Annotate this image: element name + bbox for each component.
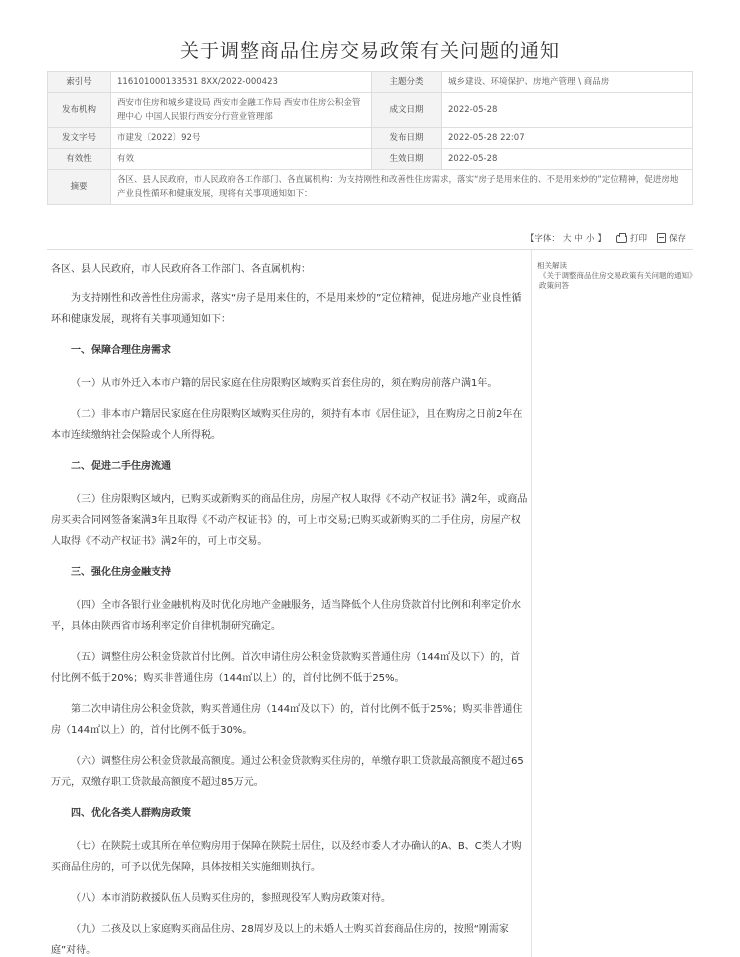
paragraph: 第二次申请住房公积金贷款，购买普通住房（144㎡及以下）的，首付比例不低于25%；购买非普通住房（144㎡以上）的，首付比例不低于30%。 [51,704,523,736]
created-date-label: 成文日期 [372,93,442,128]
font-medium-button[interactable]: 中 [574,234,583,244]
validity-label: 有效性 [48,149,111,170]
save-button[interactable] [657,232,686,244]
issuer-label: 发布机构 [48,93,111,128]
article-body [51,259,529,957]
table-row [48,93,693,128]
paragraph: （一）从市外迁入本市户籍的居民家庭在住房限购区域购买首套住房的，须在购房前落户满1年。 [71,378,498,389]
paragraph: （八）本市消防救援队伍人员购买住房的，参照现役军人购房政策对待。 [71,893,391,904]
doc-no-value: 市建发〔2022〕92号 [111,128,372,149]
effective-date-value: 2022-05-28 [442,149,693,170]
index-no-label: 索引号 [48,72,111,93]
font-large-button[interactable]: 大 [562,234,572,244]
table-row [48,149,693,170]
font-size-bracket: 】 [597,234,606,244]
article-toolbar [526,232,686,244]
paragraph: （二）非本市户籍居民家庭在住房限购区域购买住房的，须持有本市《居住证》，且在购房之日前2年在本市连续缴纳社会保险或个人所得税。 [51,409,523,441]
font-size-control [526,232,606,244]
divider [47,249,693,250]
category-value: 城乡建设、环境保护、房地产管理 \ 商品房 [442,72,693,93]
created-date-value: 2022-05-28 [442,93,693,128]
font-small-button[interactable]: 小 [585,234,595,244]
table-row [48,72,693,93]
font-size-label: 【字体： [525,234,560,244]
paragraph: （九）二孩及以上家庭购买商品住房、28周岁及以上的未婚人士购买首套商品住房的，按照“刚需家庭”对待。 [51,924,509,956]
category-label: 主题分类 [372,72,442,93]
section-heading: 三、强化住房金融支持 [71,567,171,578]
save-label: 保存 [668,234,686,244]
effective-date-label: 生效日期 [372,149,442,170]
table-row [48,128,693,149]
print-label: 打印 [629,234,647,244]
abstract-value: 各区、县人民政府，市人民政府各工作部门、各直属机构：为支持刚性和改善性住房需求，落实“房子是用来住的、不是用来炒的”定位精神，促进房地产业良性循环和健康发展，现将有关事项通知如下： [111,170,693,205]
paragraph: （六）调整住房公积金贷款最高额度。通过公积金贷款购买住房的，单缴存职工贷款最高额度不超过65万元，双缴存职工贷款最高额度不超过85万元。 [51,756,524,788]
paragraph: （七）在陕院士或其所在单位购房用于保障在陕院士居住，以及经市委人才办确认的A、B、C类人才购买商品住房的，可予以优先保障，具体按相关实施细则执行。 [51,841,522,873]
abstract-label: 摘要 [48,170,111,205]
column-divider [531,250,532,957]
validity-value: 有效 [111,149,372,170]
issuer-value: 西安市住房和城乡建设局 西安市金融工作局 西安市住房公积金管理中心 中国人民银行西安分行营业管理部 [111,93,372,128]
published-date-value: 2022-05-28 22:07 [442,128,693,149]
table-row [48,170,693,205]
document-info-table [47,71,693,205]
section-heading: 一、保障合理住房需求 [71,345,171,356]
salutation: 各区、县人民政府，市人民政府各工作部门、各直属机构： [51,264,311,275]
index-no-value: 116101000133531 8XX/2022-000423 [111,72,372,93]
related-interpretation-link[interactable]: 《关于调整商品住房交易政策有关问题的通知》政策问答 [539,271,697,290]
page-title: 关于调整商品住房交易政策有关问题的通知 [179,40,560,62]
print-button[interactable] [616,232,647,244]
paragraph: （四）全市各银行业金融机构及时优化房地产金融服务，适当降低个人住房贷款首付比例和利率定价水平，具体由陕西省市场利率定价自律机制研究确定。 [51,600,521,632]
printer-icon [616,235,627,243]
paragraph: （三）住房限购区域内，已购买或新购买的商品住房，房屋产权人取得《不动产权证书》满2年，或商品房买卖合同网签备案满3年且取得《不动产权证书》的，可上市交易;已购买或新购买的二手住房，房屋产权人取得《不动产权证书》满2年的，可上市交易。 [51,494,528,547]
paragraph: （五）调整住房公积金贷款首付比例。首次申请住房公积金贷款购买普通住房（144㎡及以下）的，首付比例不低于20%；购买非普通住房（144㎡以上）的，首付比例不低于25%。 [51,652,521,684]
published-date-label: 发布日期 [372,128,442,149]
intro-paragraph: 为支持刚性和改善性住房需求，落实“房子是用来住的，不是用来炒的”定位精神，促进房地产业良性循环和健康发展，现将有关事项通知如下： [51,293,522,325]
section-heading: 四、优化各类人群购房政策 [71,808,191,819]
related-sidebar [537,261,697,291]
doc-no-label: 发文字号 [48,128,111,149]
section-heading: 二、促进二手住房流通 [71,461,171,472]
save-icon [657,233,666,243]
related-heading: 相关解读 [537,261,567,270]
